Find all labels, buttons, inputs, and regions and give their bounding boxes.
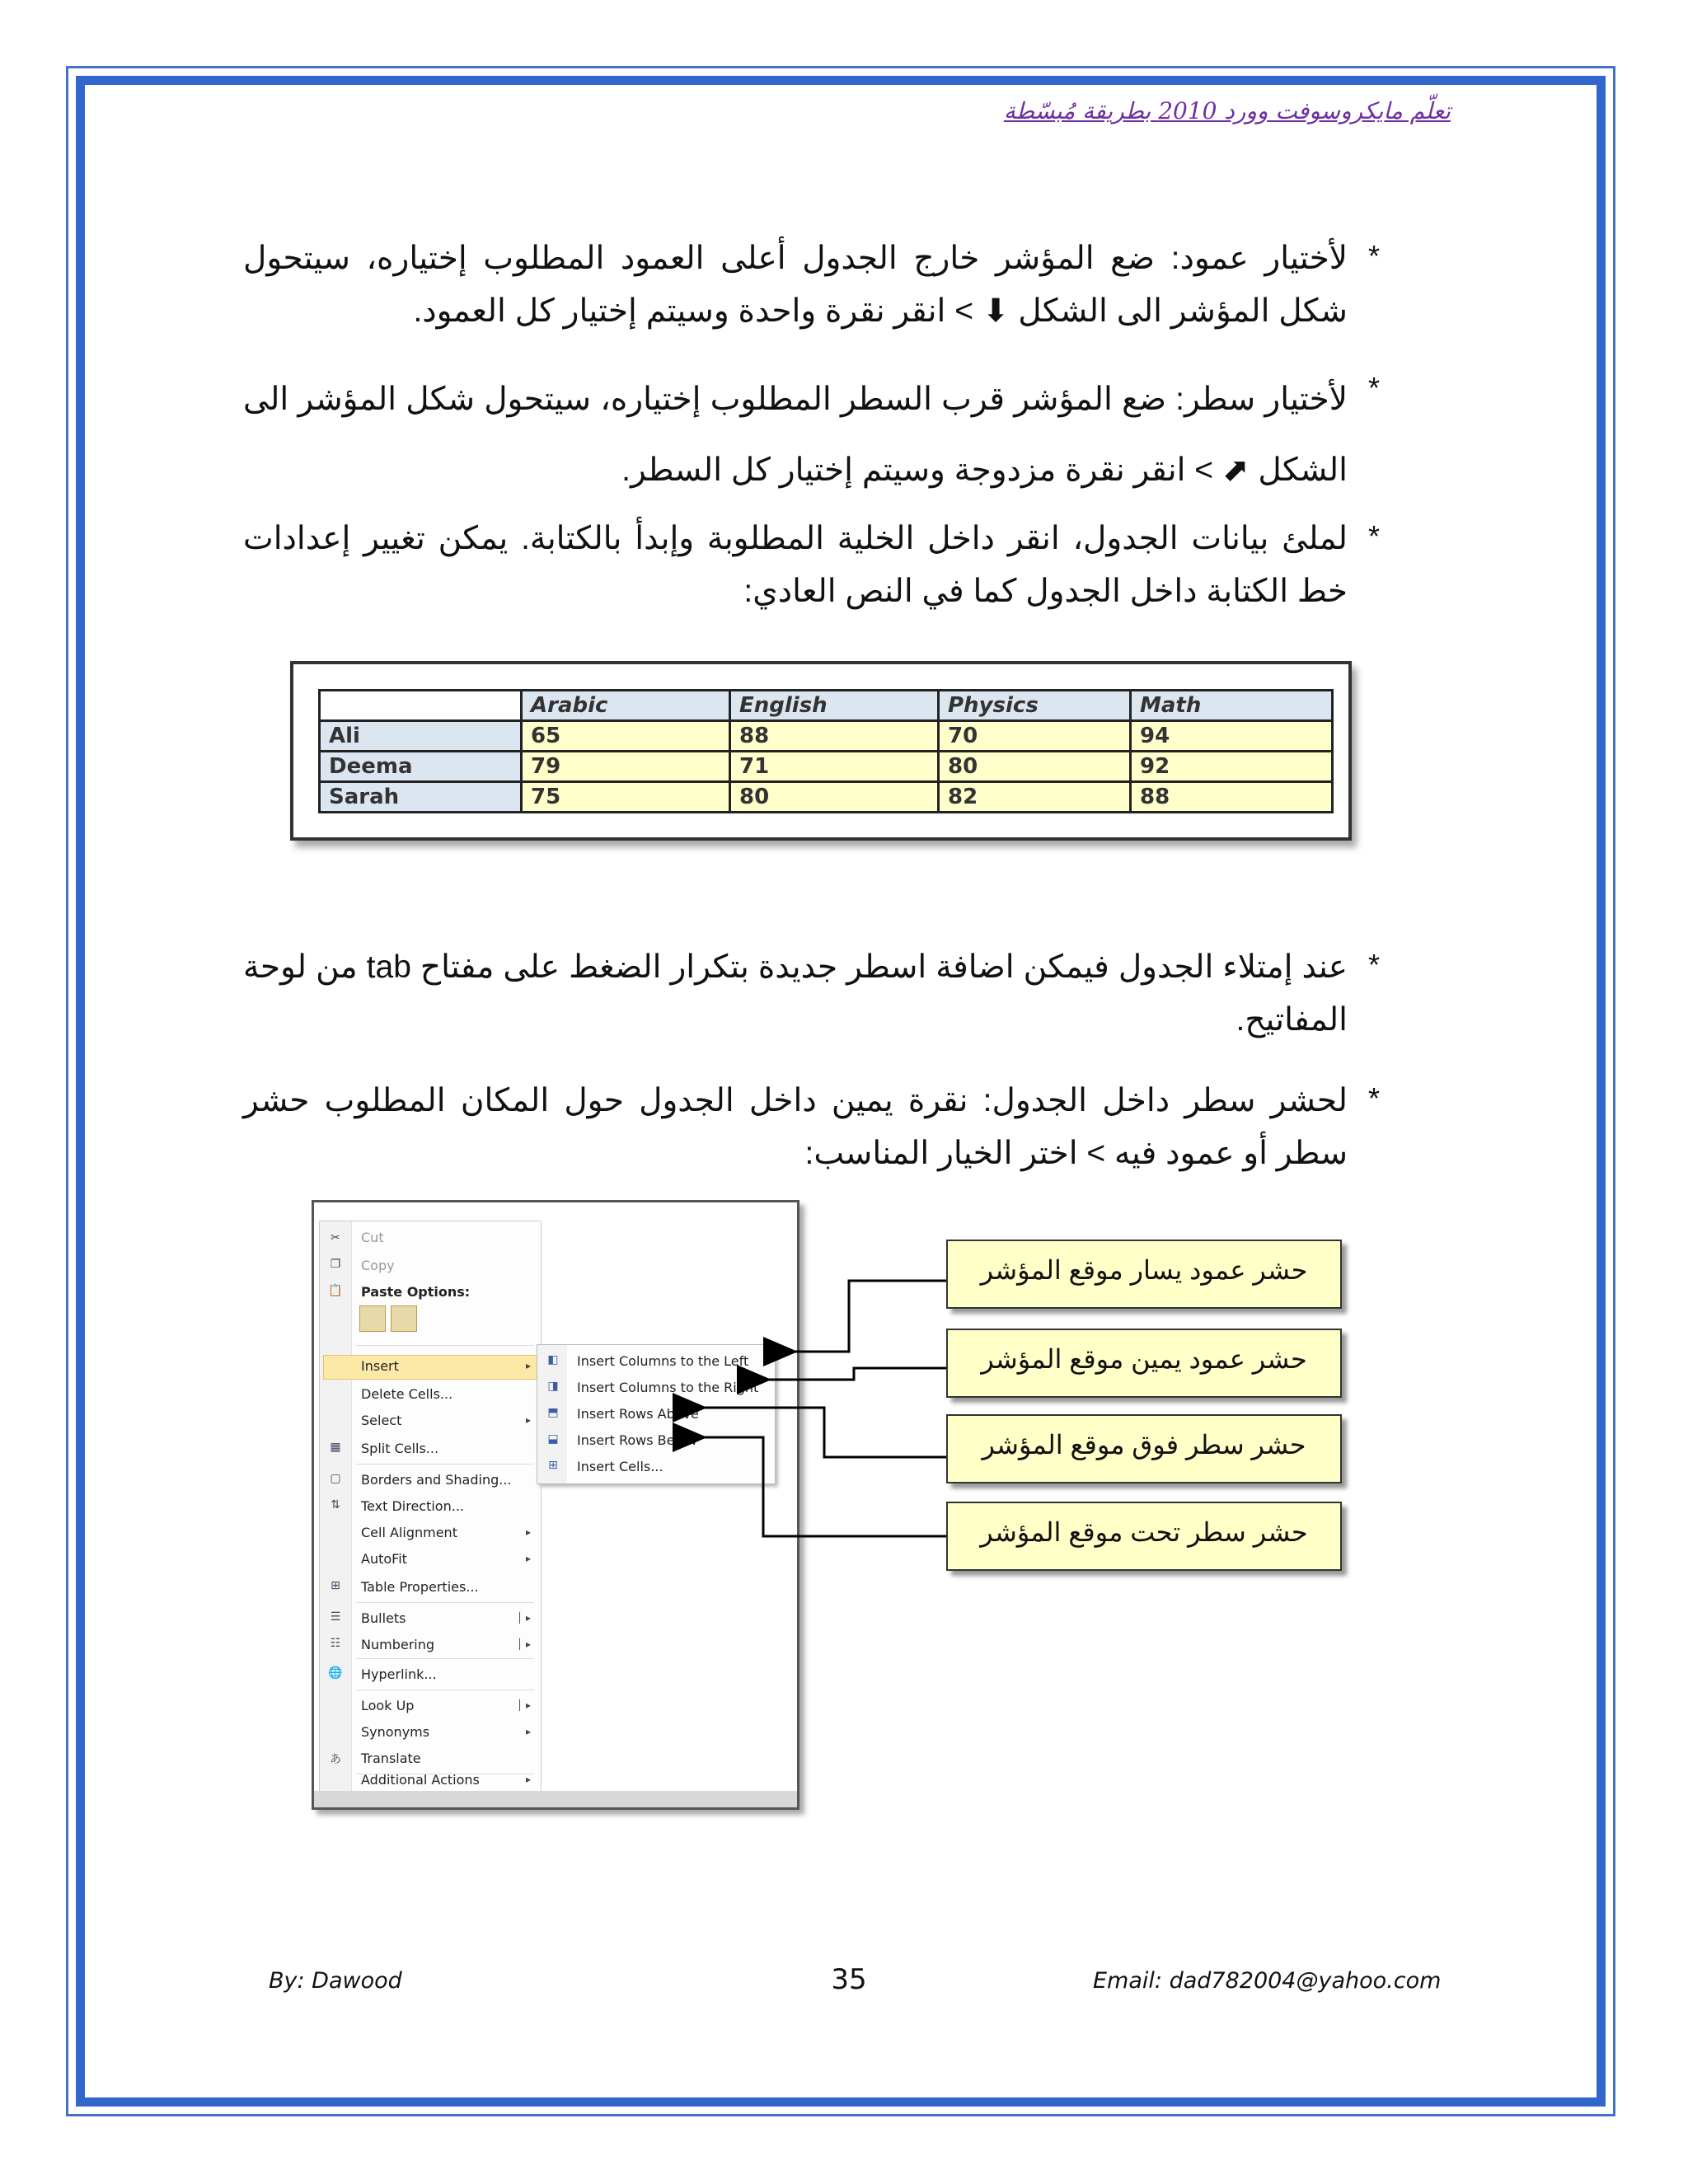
text-direction-icon: ⇅ [331,1498,340,1511]
chevron-right-icon: ▸ [525,1360,531,1371]
table-cell: 80 [730,782,939,813]
menu-item-look-up[interactable]: Look Up [361,1698,415,1713]
footer-author: By: Dawood [269,1968,402,1994]
callout-insert-row-above: حشر سطر فوق موقع المؤشر [946,1414,1342,1483]
paragraph-select-column: لأختيار عمود: ضع المؤشر خارج الجدول أعلى العمود المطلوب إختياره، سيتحول شكل المؤشر الى الشكل ⬇ > انقر نقرة واحدة وسيتم إختيار كل العمود. [243,241,1348,329]
menu-item-autofit[interactable]: AutoFit [361,1551,407,1567]
table-header-cell: Math [1131,691,1333,721]
bullet-5: * [1368,1081,1381,1115]
paragraph-add-rows: عند إمتلاء الجدول فيمكن اضافة اسطر جديدة بتكرار الضغط على مفتاح tab من لوحة المفاتيح. [243,949,1348,1038]
insert-column-right-icon: ◨ [547,1380,559,1393]
bullet-1: * [1368,239,1381,273]
menu-item-translate[interactable]: Translate [361,1750,421,1766]
callout-insert-column-right: حشر عمود يمين موقع المؤشر [946,1329,1342,1398]
menu-item-select[interactable]: Select [361,1413,402,1428]
menu-item-numbering[interactable]: Numbering [361,1637,435,1652]
insert-column-left-icon: ◧ [547,1353,559,1366]
chevron-right-icon: ▸ [525,1774,531,1785]
table-cell: 80 [939,752,1131,782]
table-cell: 94 [1131,721,1333,752]
bullets-icon: ☰ [330,1610,341,1624]
menu-item-cell-alignment[interactable]: Cell Alignment [361,1525,457,1540]
menu-item-text-direction[interactable]: Text Direction... [361,1498,464,1514]
menu-item-hyperlink[interactable]: Hyperlink... [361,1666,437,1682]
table-cell: 82 [939,782,1131,813]
paragraph-insert-row: لحشر سطر داخل الجدول: نقرة يمين داخل الجدول حول المكان المطلوب حشر سطر أو عمود فيه > اختر الخيار المناسب: [243,1083,1348,1171]
paste-icon: 📋 [328,1284,343,1297]
table-cell: 88 [730,721,939,752]
menu-item-synonyms[interactable]: Synonyms [361,1724,430,1740]
copy-icon: ❐ [330,1258,341,1271]
footer-email: Email: dad782004@yahoo.com [1093,1968,1442,1994]
table-cell: 70 [939,721,1131,752]
menu-item-split-cells[interactable]: Split Cells... [361,1441,439,1456]
table-properties-icon: ⊞ [331,1579,340,1592]
hyperlink-icon: 🌐 [328,1666,343,1680]
table-cell: 71 [730,752,939,782]
page-header: تعلّم مايكروسوفت وورد 2010 بطريقة مُبسّطة [1003,97,1451,124]
insert-cells-icon: ⊞ [548,1459,558,1472]
submenu-insert-cells[interactable]: Insert Cells... [577,1459,663,1474]
chevron-right-icon: │ ▸ [516,1612,531,1624]
borders-icon: ▢ [330,1472,341,1485]
table-cell: Sarah [320,782,522,813]
menu-item-cut[interactable]: Cut [361,1230,384,1245]
menu-item-paste-options: Paste Options: [361,1284,471,1300]
menu-item-copy[interactable]: Copy [361,1258,395,1273]
submenu-insert-rows-below[interactable]: Insert Rows Below [577,1432,697,1448]
insert-row-above-icon: ⬒ [547,1406,559,1419]
menu-item-bullets[interactable]: Bullets [361,1610,406,1626]
table-cell: 88 [1131,782,1333,813]
chevron-right-icon: ▸ [525,1726,531,1737]
translate-icon: あ [330,1753,341,1766]
numbering-icon: ☷ [330,1637,341,1650]
paragraph-fill-data: لملئ بيانات الجدول، انقر داخل الخلية المطلوبة وإبدأ بالكتابة. يمكن تغيير إعدادات خط الكتابة داخل الجدول كما في النص العادي: [243,521,1348,609]
menu-item-delete-cells[interactable]: Delete Cells... [361,1386,453,1402]
table-header-cell: English [730,691,939,721]
scissors-icon: ✂ [331,1231,340,1244]
submenu-insert-columns-right[interactable]: Insert Columns to the Right [577,1380,759,1395]
submenu-insert-columns-left[interactable]: Insert Columns to the Left [577,1353,749,1369]
menu-item-insert[interactable]: Insert [361,1358,399,1374]
bullet-2: * [1368,371,1381,405]
callout-insert-column-left: حشر عمود يسار موقع المؤشر [946,1240,1342,1309]
chevron-right-icon: ▸ [525,1553,531,1564]
insert-row-below-icon: ⬓ [547,1432,559,1446]
menu-item-borders-shading[interactable]: Borders and Shading... [361,1472,512,1488]
submenu-insert-rows-above[interactable]: Insert Rows Above [577,1406,699,1422]
table-cell: 75 [522,782,730,813]
bullet-4: * [1368,948,1381,982]
chevron-right-icon: ▸ [525,1414,531,1426]
table-cell: 79 [522,752,730,782]
table-header-cell: Arabic [522,691,730,721]
split-cells-icon: ▦ [330,1441,341,1454]
callout-insert-row-below: حشر سطر تحت موقع المؤشر [946,1502,1342,1571]
table-cell: Deema [320,752,522,782]
table-cell: 92 [1131,752,1333,782]
table-cell: Ali [320,721,522,752]
table-header-cell: Physics [939,691,1131,721]
chevron-right-icon: │ ▸ [516,1638,531,1650]
table-cell: 65 [522,721,730,752]
paragraph-select-row: لأختيار سطر: ضع المؤشر قرب السطر المطلوب إختياره، سيتحول شكل المؤشر الى الشكل ⬈ > انقر نقرة مزدوجة وسيتم إختيار كل السطر. [243,382,1348,488]
chevron-right-icon: │ ▸ [516,1699,531,1711]
page-number: 35 [831,1963,867,1996]
chevron-right-icon: ▸ [525,1526,531,1538]
menu-item-table-properties[interactable]: Table Properties... [361,1579,479,1595]
bullet-3: * [1368,519,1381,553]
menu-item-additional-actions[interactable]: Additional Actions [361,1772,480,1788]
